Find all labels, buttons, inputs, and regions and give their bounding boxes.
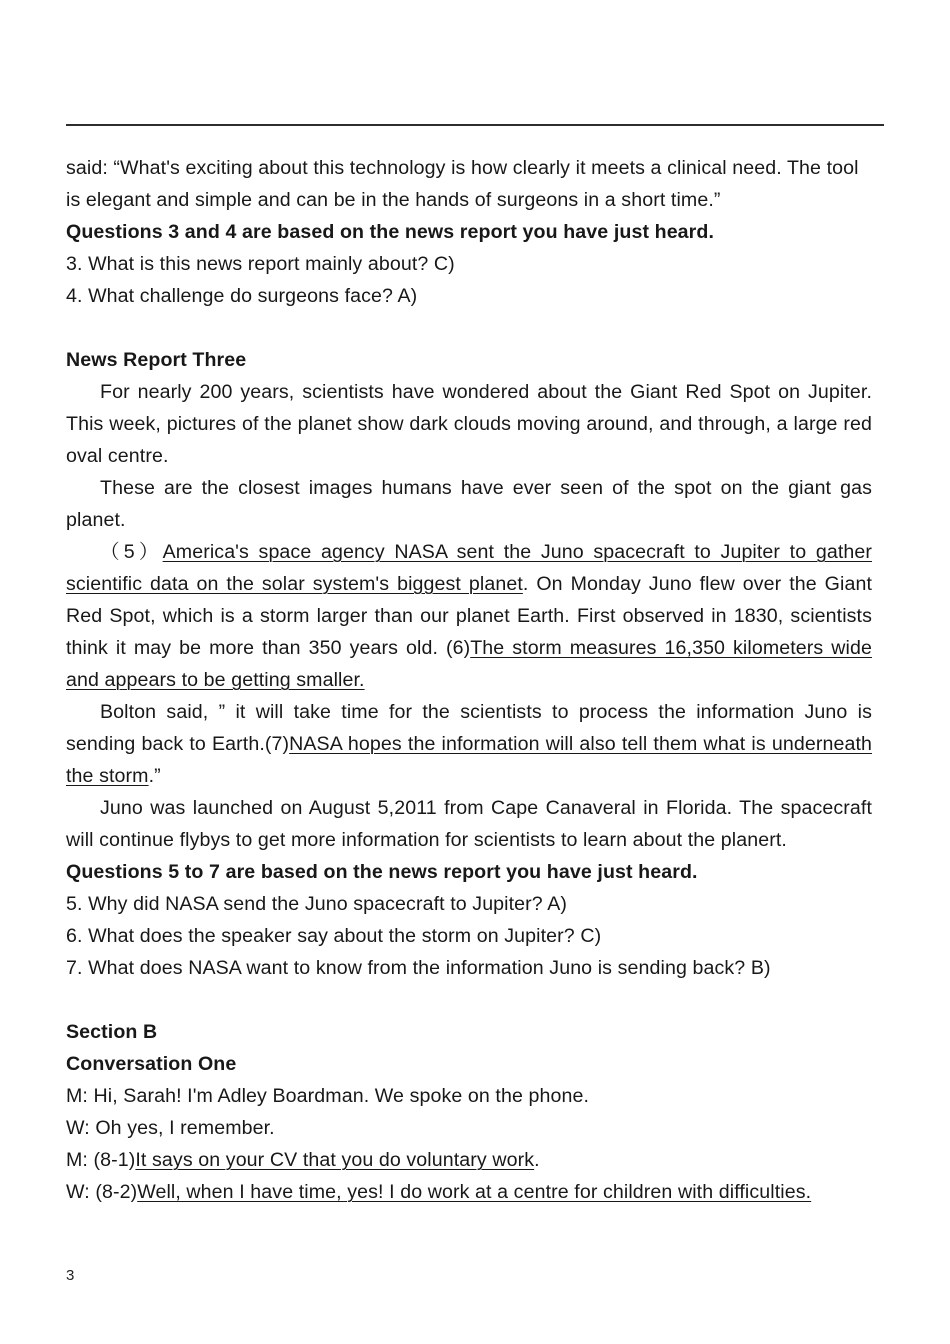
- dialogue-line-woman-2: [66, 1176, 872, 1208]
- questions-5-7-heading: Questions 5 to 7 are based on the news report you have just heard.: [66, 861, 698, 883]
- question-6: 6. What does the speaker say about the storm on Jupiter? C): [66, 925, 602, 947]
- blank-marker-5: （5）: [100, 541, 163, 563]
- header-divider-rule: [66, 124, 884, 126]
- dialogue-line-man-2: [66, 1144, 872, 1176]
- news-report-three-paragraph-2: These are the closest images humans have ever seen of the spot on the giant gas planet.: [66, 477, 872, 531]
- paragraph-3-middle-text: . On Monday Juno flew over the Giant Red Spot, which is a storm larger than our planet Earth. First observed in 1830, scientists think it may be more than 350 years old.: [66, 573, 872, 659]
- bolton-quote-lead: Bolton said, ” it will take time for the scientists to process the information Juno is sending back to Earth.: [66, 701, 872, 755]
- question-5: 5. Why did NASA send the Juno spacecraft to Jupiter? A): [66, 893, 568, 915]
- blank-marker-8-2: W: (8-2): [66, 1181, 138, 1203]
- page-number: 3: [66, 1267, 75, 1284]
- question-7: 7. What does NASA want to know from the information Juno is sending back? B): [66, 957, 771, 979]
- news-report-three-paragraph-3: [66, 536, 872, 696]
- underlined-answer-6: The storm measures 16,350 kilometers wide and appears to be getting smaller.: [66, 637, 872, 691]
- section-b-spacer: [66, 984, 872, 1016]
- blank-marker-8-1: M: (8-1): [66, 1149, 136, 1171]
- underlined-answer-8-1: It says on your CV that you do voluntary work: [135, 1149, 535, 1171]
- dialogue-line-man-1: M: Hi, Sarah! I'm Adley Boardman. We spoke on the phone.: [66, 1085, 590, 1107]
- questions-3-4-heading: Questions 3 and 4 are based on the news report you have just heard.: [66, 221, 715, 243]
- document-body: [66, 152, 872, 1208]
- underlined-answer-8-2: Well, when I have time, yes! I do work at a centre for children with difficulties.: [137, 1181, 812, 1203]
- section-spacer: [66, 312, 872, 344]
- news-report-two-tail-paragraph: said: “What's exciting about this technology is how clearly it meets a clinical need. The tool is elegant and simple and can be in the hands of surgeons in a short time.”: [66, 157, 859, 211]
- underlined-answer-5: America's space agency NASA sent the Juno spacecraft to Jupiter to gather scientific data on the solar system's biggest planet: [66, 541, 872, 595]
- conversation-one-heading: Conversation One: [66, 1053, 237, 1075]
- blank-marker-6: (6): [445, 637, 471, 659]
- dialogue-line-man-2-tail: .: [534, 1149, 540, 1171]
- bolton-quote-tail: .”: [148, 765, 161, 787]
- section-b-heading: Section B: [66, 1021, 158, 1043]
- underlined-answer-7: NASA hopes the information will also tell them what is underneath the storm: [66, 733, 872, 787]
- news-report-three-paragraph-4: [66, 696, 872, 792]
- blank-marker-7: (7): [264, 733, 290, 755]
- news-report-three-paragraph-1: For nearly 200 years, scientists have wondered about the Giant Red Spot on Jupiter. This week, pictures of the planet show dark clouds moving around, and through, a large red oval centre.: [66, 381, 872, 467]
- question-3: 3. What is this news report mainly about? C): [66, 253, 455, 275]
- question-4: 4. What challenge do surgeons face? A): [66, 285, 418, 307]
- news-report-three-paragraph-5: Juno was launched on August 5,2011 from Cape Canaveral in Florida. The spacecraft will continue flybys to get more information for scientists to learn about the planert.: [66, 797, 872, 851]
- dialogue-line-woman-1: W: Oh yes, I remember.: [66, 1117, 275, 1139]
- news-report-three-heading: News Report Three: [66, 349, 247, 371]
